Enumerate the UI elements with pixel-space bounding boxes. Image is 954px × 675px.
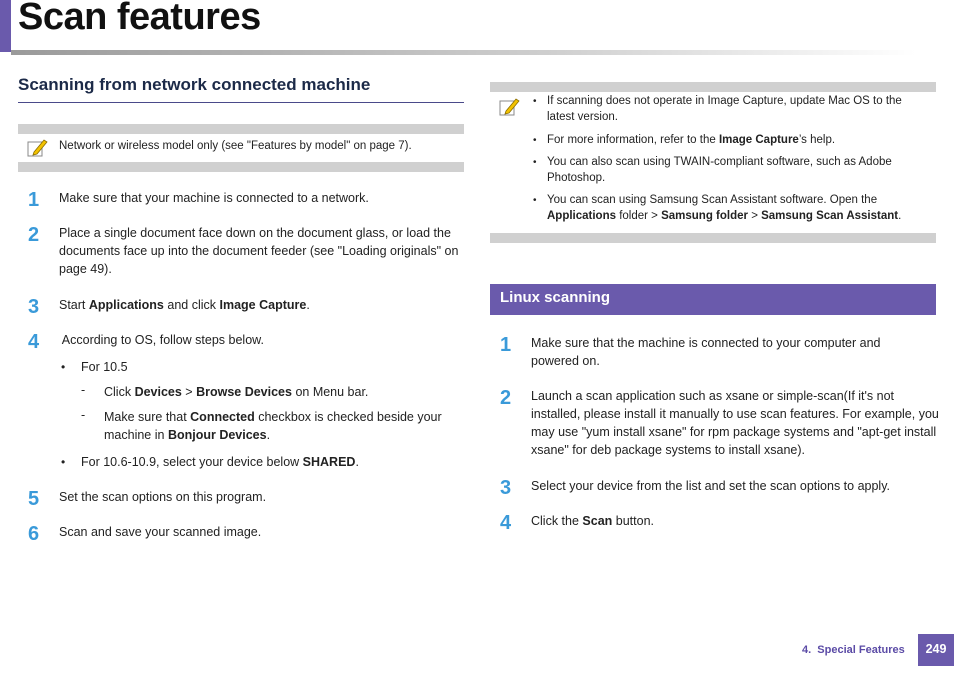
text-bold: Samsung folder [661,210,748,222]
step-number: 3 [500,477,512,499]
step-text: According to OS, follow steps below. [59,333,264,347]
step-number: 6 [28,523,40,545]
step-text [59,296,310,314]
step-text-line: documents face up into the document feeder (see "Loading originals" on [59,244,459,258]
text-run: button. [612,514,654,528]
step-text-line: Make sure that the machine is connected to your computer and [531,336,881,350]
bullet-dot: • [533,135,537,146]
text-run: For more information, refer to the [547,134,719,146]
title-divider [11,50,916,55]
text-run: and click [163,298,220,312]
text-run: > [748,210,762,222]
text-line: Photoshop. [547,172,606,184]
note-box-right [490,82,936,243]
note-pencil-icon [498,96,520,118]
bullet-dot: • [533,96,537,107]
text-run: on Menu bar. [291,385,369,399]
bullet-dot: • [61,360,66,374]
bullet-dot: • [533,157,537,168]
note-item [547,154,927,186]
text-run: For 10.6-10.9, select your device below [81,455,303,469]
note-item [547,132,927,148]
footer-chapter: 4. Special Features [802,644,905,656]
text-run: checkbox is checked beside your [254,410,442,424]
step-text-line: Launch a scan application such as xsane or simple-scan(If it's not [531,389,894,403]
text-line [104,408,464,426]
step-text-line: Place a single document face down on the document glass, or load the [59,226,451,240]
text-run: . [306,298,310,312]
sub-bullet-text [104,383,368,401]
dash-marker: - [81,408,86,422]
note-band-bottom [490,233,936,243]
text-run: machine in [104,428,168,442]
step-text-line: may use "yum install xsane" for rpm package systems and "apt-get install [531,425,937,439]
note-band-bottom [18,162,464,172]
step-number: 1 [500,334,512,356]
page-title: Scan features [18,0,261,38]
text-bold: Scan [582,514,613,528]
text-run: Click the [531,514,583,528]
bullet-text [81,453,359,471]
text-line: latest version. [547,111,618,123]
text-run: folder > [616,210,662,222]
step-number: 2 [28,224,40,246]
step-text-line: page 49). [59,262,112,276]
text-line [547,208,932,224]
page-number-badge: 249 [918,634,954,666]
step-text-line: powered on. [531,354,600,368]
step-number: 4 [500,512,512,534]
text-bold: SHARED [302,455,356,469]
text-bold: Browse Devices [196,385,292,399]
step-number: 3 [28,296,40,318]
title-accent-bar [0,0,11,52]
text-run: Samsung Scan Assistant software. Open the [649,194,878,206]
text-run: Start [59,298,89,312]
text-bold: Samsung Scan Assistant [761,210,899,222]
text-bold: Bonjour Devices [167,428,267,442]
text-bold: Applications [547,210,617,222]
text-run: Click [104,385,135,399]
sub-bullet-text [104,408,464,444]
step-number: 2 [500,387,512,409]
step-text [531,512,654,530]
note-pencil-icon [26,137,48,159]
text-line [104,426,464,444]
text-line: If scanning does not operate in Image Capture, update Mac OS to the [547,95,902,107]
note-item [547,192,932,224]
text-bold: Image Capture [718,134,799,146]
section-heading: Scanning from network connected machine [18,75,371,94]
step-text [59,224,469,278]
text-bold: Devices [134,385,182,399]
text-run: You can scan using [547,194,650,206]
text-run: > [181,385,197,399]
note-text: Network or wireless model only (see "Features by model" on page 7). [59,140,412,152]
text-line: You can also scan using TWAIN-compliant software, such as Adobe [547,156,892,168]
text-run: . [355,455,359,469]
text-bold: Image Capture [219,298,307,312]
step-text-line: installed, please install it manually to use scan features. For example, you [531,407,939,421]
text-line [547,192,932,208]
text-run: . [898,210,902,222]
step-text-line: xsane" for deb package systems to install xsane). [531,443,806,457]
step-number: 4 [28,331,40,353]
step-text [531,334,936,370]
linux-heading: Linux scanning [500,289,611,306]
text-bold: Connected [190,410,255,424]
step-text: Make sure that your machine is connected to a network. [59,191,369,205]
note-box-left [18,124,464,172]
text-run: Make sure that [104,410,191,424]
text-run: ’s help. [798,134,836,146]
text-run: . [266,428,271,442]
step-text: Set the scan options on this program. [59,490,267,504]
bullet-dot: • [61,455,66,469]
step-number: 1 [28,189,40,211]
step-number: 5 [28,488,40,510]
step-text [531,387,941,459]
note-band-top [490,82,936,92]
note-item [547,93,927,125]
dash-marker: - [81,383,86,397]
step-text: Select your device from the list and set the scan options to apply. [531,479,890,493]
bullet-text: For 10.5 [81,360,128,374]
section-divider [18,102,464,103]
text-bold: Applications [88,298,164,312]
note-band-top [18,124,464,134]
step-text: Scan and save your scanned image. [59,525,262,539]
bullet-dot: • [533,195,537,206]
